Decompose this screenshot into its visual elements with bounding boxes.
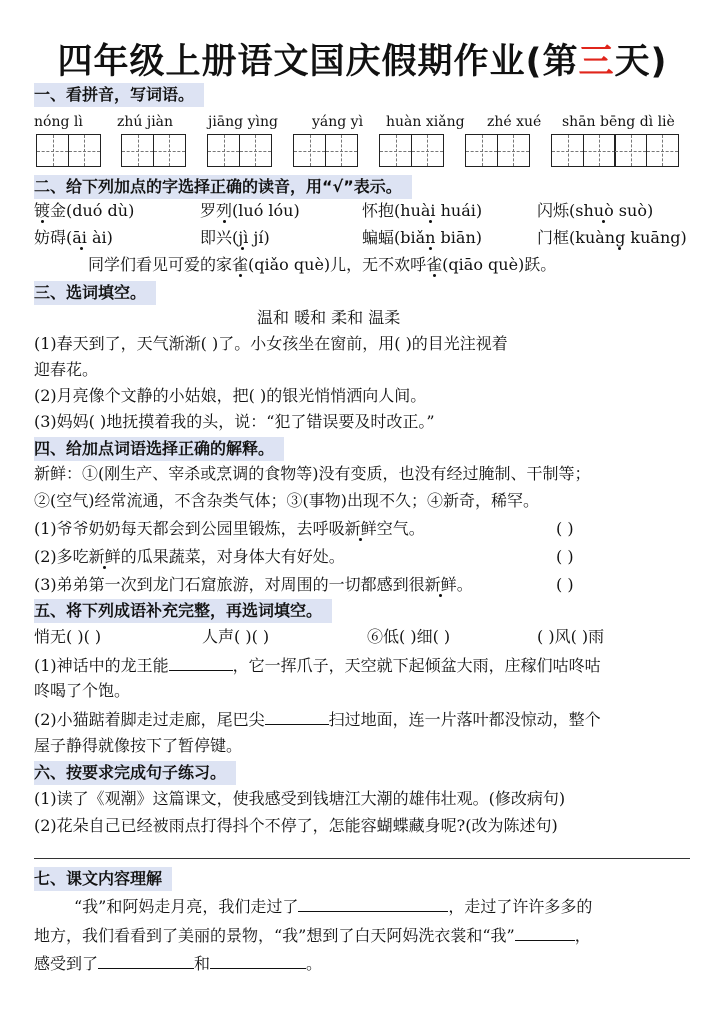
- reading-item: 妨碍(āi ài): [34, 228, 113, 247]
- page-title: 四年级上册语文国庆假期作业(第三天): [57, 42, 668, 82]
- pinyin-2: zhú jiàn: [117, 114, 174, 130]
- fill-line: (2)小猫踮着脚走过走廊，尾巴尖 扫过地面，连一片落叶都没惊动，整个: [34, 706, 601, 733]
- section-4-heading: 四、给加点词语选择正确的解释。: [34, 437, 284, 461]
- fill-line: (1)春天到了，天气渐渐( )了。小女孩坐在窗前，用( )的目光注视着: [34, 334, 508, 353]
- writing-grid-7[interactable]: [551, 134, 677, 167]
- idiom-item: ⑥低( )细( ): [367, 627, 451, 646]
- fill-line: 屋子静得就像按下了暂停键。: [34, 736, 243, 755]
- reading-item: 罗列(luó lóu): [200, 201, 300, 220]
- word-bank: 温和 暖和 柔和 温柔: [257, 308, 401, 327]
- fill-line: 地方，我们看看到了美丽的景物，“我”想到了白天阿妈洗衣裳和“我” ，: [34, 922, 591, 949]
- section-1-heading: 一、看拼音，写词语。: [34, 83, 204, 107]
- divider-line: [34, 858, 690, 859]
- day-number: 三: [578, 42, 615, 82]
- definition-line: ②(空气)经常流通，不含杂类气体；③(事物)出现不久；④新奇，稀罕。: [34, 491, 539, 510]
- writing-grid-5[interactable]: [379, 134, 442, 167]
- answer-blank[interactable]: [169, 652, 233, 671]
- question-line: (2)多吃新鲜的瓜果蔬菜，对身体大有好处。: [34, 547, 345, 566]
- idiom-item: ( )风( )雨: [537, 627, 605, 646]
- reading-sentence: 同学们看见可爱的家雀(qiǎo què)儿，无不欢呼雀(qiāo què)跃。: [88, 255, 557, 274]
- answer-paren[interactable]: ( ): [556, 547, 574, 566]
- fill-line: (1)神话中的龙王能 ，它一挥爪子，天空就下起倾盆大雨，庄稼们咕咚咕: [34, 652, 601, 679]
- answer-blank[interactable]: [210, 950, 306, 969]
- fill-line: 迎春花。: [34, 360, 99, 379]
- answer-paren[interactable]: ( ): [556, 575, 574, 594]
- section-7-heading: 七、课文内容理解: [34, 867, 172, 891]
- section-2-heading: 二、给下列加点的字选择正确的读音，用“√”表示。: [34, 175, 412, 199]
- section-3-heading: 三、选词填空。: [34, 281, 156, 305]
- answer-blank[interactable]: [98, 950, 194, 969]
- definition-line: 新鲜：①(刚生产、宰杀或烹调的食物等)没有变质，也没有经过腌制、干制等；: [34, 464, 591, 483]
- fill-line: 感受到了 和 。: [34, 950, 322, 977]
- answer-paren[interactable]: ( ): [556, 519, 574, 538]
- fill-line: “我”和阿妈走月亮，我们走过了 ，走过了许许多多的: [74, 893, 592, 920]
- reading-item: 怀抱(huài huái): [362, 201, 483, 220]
- pinyin-1: nóng lì: [34, 114, 83, 130]
- pinyin-7: shān bēng dì liè: [562, 114, 675, 130]
- fill-line: (2)月亮像个文静的小姑娘，把( )的银光悄悄洒向人间。: [34, 386, 427, 405]
- question-line: (3)弟弟第一次到龙门石窟旅游，对周围的一切都感到很新鲜。: [34, 575, 473, 594]
- writing-grid-3[interactable]: [207, 134, 270, 167]
- section-6-heading: 六、按要求完成句子练习。: [34, 761, 236, 785]
- fill-line: 咚喝了个饱。: [34, 681, 131, 700]
- reading-item: 闪烁(shuò suò): [537, 201, 654, 220]
- sentence-task: (1)读了《观潮》这篇课文，使我感受到钱塘江大潮的雄伟壮观。(修改病句): [34, 789, 566, 808]
- idiom-item: 人声( )( ): [202, 627, 270, 646]
- reading-item: 镀金(duó dù): [34, 201, 135, 220]
- pinyin-4: yáng yì: [312, 114, 364, 130]
- idiom-item: 悄无( )( ): [34, 627, 102, 646]
- writing-grid-4[interactable]: [293, 134, 356, 167]
- writing-grid-2[interactable]: [121, 134, 184, 167]
- reading-item: 门框(kuàng kuāng): [537, 228, 687, 247]
- answer-blank[interactable]: [265, 706, 329, 725]
- writing-grid-6[interactable]: [465, 134, 528, 167]
- question-line: (1)爷爷奶奶每天都会到公园里锻炼，去呼吸新鲜空气。: [34, 519, 425, 538]
- sentence-task: (2)花朵自己已经被雨点打得抖个不停了，怎能容蝴蝶藏身呢?(改为陈述句): [34, 816, 558, 835]
- reading-item: 蝙蝠(biǎn biān): [362, 228, 482, 247]
- section-5-heading: 五、将下列成语补充完整，再选词填空。: [34, 599, 332, 623]
- writing-grid-1[interactable]: [36, 134, 99, 167]
- pinyin-6: zhé xué: [487, 114, 542, 130]
- pinyin-5: huàn xiǎng: [386, 114, 465, 130]
- answer-blank[interactable]: [515, 922, 575, 941]
- pinyin-3: jiāng yìng: [208, 114, 278, 130]
- fill-line: (3)妈妈( )地抚摸着我的头，说：“犯了错误要及时改正。”: [34, 412, 435, 431]
- answer-blank[interactable]: [298, 893, 448, 912]
- reading-item: 即兴(jì jí): [200, 228, 270, 247]
